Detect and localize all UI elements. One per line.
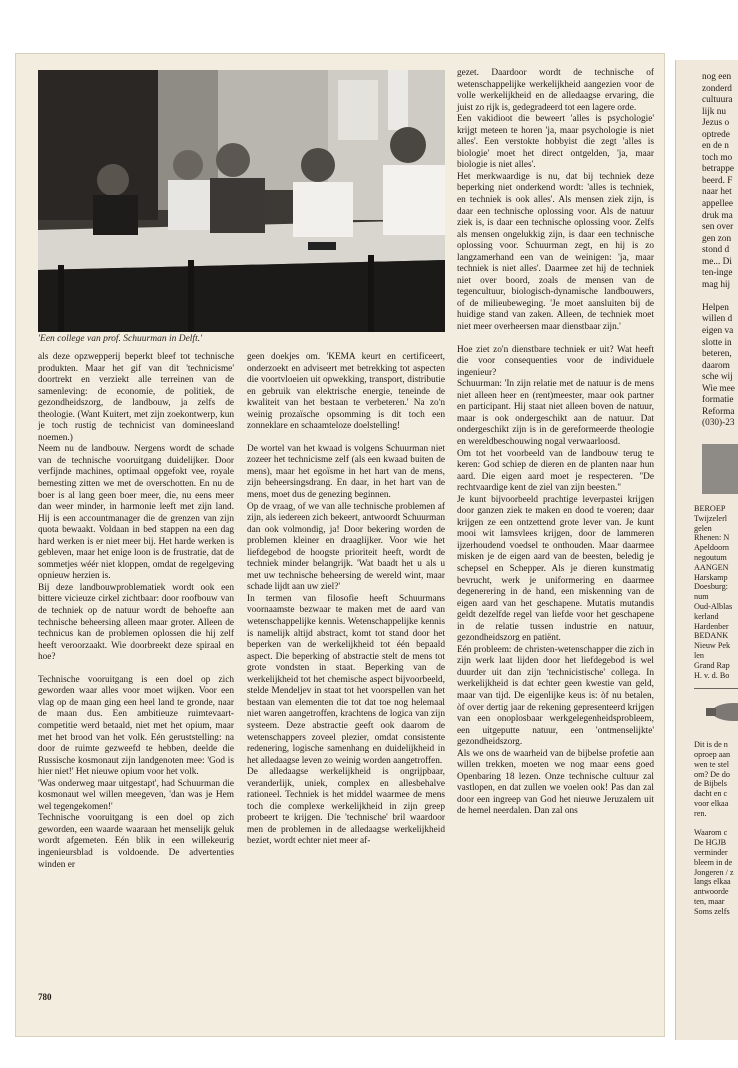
paragraph: Het merkwaardige is nu, dat bij techniek deze beperking niet onderkend wordt: 'alles is techniek, en techniek is ook alles'. Als mensen ziek zijn, is daar een technische oplossing voor. Als de natuur ziek is, is daar een technische oplossing voor. Zelfs als mensen ongelukkig zijn, is daar een technische oplossing voor. Schuurman zegt, en hij is zo langzamerhand een van de weinigen: 'ja, maar techniek is niet alles'. Daarmee zet hij de techniek niet over boord, zoals de mensen van de tegencultuur, biologisch-dynamische landbouwers, of de milieubeweging. 'Je moet aansluiten bij de huidige stand van zaken. Alleen, de techniek moet niet meer overheersen maar dienstbaar zijn.' — [457, 171, 654, 333]
text-line: dacht en c — [694, 789, 728, 799]
text-line: verminder — [694, 848, 728, 858]
text-line: Oud-Alblas — [694, 601, 733, 611]
text-line: appellee — [702, 199, 733, 210]
paragraph: 'Was onderweg maar uitgestapt', had Schuurman die kosmonaut wel willen meegeven, 'dan was je Hem wel tegengekomen!' — [38, 778, 234, 812]
paragraph: Bij deze landbouwproblematiek wordt ook een bittere vicieuze cirkel zichtbaar: door roofbouw van de techniek op de natuur wordt de behoefte aan technische beheersing alleen maar groter. Alleen de technicus kan de problemen oplossen die hij zelf heeft veroorzaakt. Wie doorbreekt deze spiraal en hoe? — [38, 582, 234, 663]
text-line: gelen — [694, 523, 712, 533]
adjacent-page — [676, 60, 738, 1040]
paragraph: Je kunt bijvoorbeeld prachtige leverpastei krijgen door ganzen ziek te maken en dood te voeren; daar krijgen ze een ontzettend grote lever van. Je kunt mooi wit lamsvlees krijgen, door de lammeren ijzerhoudend voedsel te onthouden. Maar daarmee misken je de eigen aard van de beesten, beledig je schepsel en Schepper. Als je dieren kunstmatig bevrucht, werk je uniformering en daarmee degenerering in de hand, een miskenning van de eigen aard van het geschapene. Mutatis mutandis geldt dezelfde regel van liefde voor het geschapene in de relatie tussen industrie en natuur, gezondheidszorg en patiënt. — [457, 494, 654, 644]
lecture-photo — [38, 70, 445, 332]
text-line: willen d — [702, 314, 733, 325]
text-line: negoutum — [694, 552, 727, 562]
text-line: Hardenber — [694, 621, 729, 631]
text-line: sen over — [702, 222, 734, 233]
text-line: BEROEP — [694, 503, 726, 513]
paragraph: De alledaagse werkelijkheid is ongrijpbaar, veranderlijk, uniek, complex en allesbehalve rationeel. Techniek is het middel waarmee de mens toch die complexe werkelijkheid in zijn greep probeert te krijgen. Die 'technische' bril waardoor men de problemen in de alledaagse werkelijkheid beziet, wordt echter niet meer af- — [247, 767, 445, 847]
divider — [694, 688, 738, 689]
text-line: bleem in de — [694, 857, 733, 867]
page-number: 780 — [38, 992, 52, 1002]
paragraph: geen doekjes om. 'KEMA keurt en certificeert, onderzoekt en adviseert met betrekking tot aspecten die voortvloeien uit opwekking, transport, distributie en gebruik van elektrische energie, teneinde de kwaliteit van het bestaan te verbeteren.' Na zo'n weinig prozaïsche opsomming is dit toch een zonneklare en schaamteloze doelstelling! — [247, 352, 445, 432]
text-line: Grand Rap — [694, 660, 730, 670]
paragraph: gezet. Daardoor wordt de technische of wetenschappelijke werkelijkheid aangezien voor de volle werkelijkheid en de alledaagse ervaring, die juist zo rijk is, gedegradeerd tot een lagere orde. — [457, 68, 654, 113]
text-line: beerd. F — [702, 175, 733, 186]
text-line: mag hij — [702, 279, 731, 290]
adjacent-page-notices — [676, 504, 738, 680]
paragraph: In termen van filosofie heeft Schuurmans voornaamste bezwaar te maken met de aard van wetenschappelijke kennis. Wetenschappelijke kennis is namelijk altijd abstract, komt tot stand door het beperken van de werkelijkheid tot één bepaald aspect. Die beperking of abstractie stelt de mens tot grote vondsten in staat. Beperking van de werkelijkheid tot het chemische aspect bijvoorbeeld, stelde Mendeljev in staat tot het voorspellen van het bestaan van elementen die tot dat toe nog helemaal niet waren aangetroffen, krachtens de logica van zijn systeem. Deze abstractie geeft ook daarom de wetenschappers zoveel plezier, omdat consistente redenering, logische samenhang en duidelijkheid in het alledaagse leven zo weinig worden aangetroffen. — [247, 593, 445, 766]
paragraph: Als we ons de waarheid van de bijbelse profetie aan willen trekken, moeten we nog maar eens goed Openbaring 18 lezen. Onze technische cultuur zal vastlopen, en dat zullen we voelen ook! Pas dan zal door een ingreep van God het nieuwe Jeruzalem uit de hemel neerdalen. Dan zal ons — [457, 748, 654, 817]
text-line: toch mo — [702, 152, 733, 163]
text-line: eigen va — [702, 326, 734, 337]
text-line: (030)-23 — [702, 418, 735, 429]
text-line: en de n — [702, 141, 729, 152]
text-line: Jezus o — [702, 118, 730, 129]
lightbulb-icon — [694, 697, 738, 727]
text-line: Jongeren / z — [694, 867, 734, 877]
text-line: Soms zelfs — [694, 906, 730, 916]
text-line: beteren, — [702, 349, 732, 360]
text-line: naar het — [702, 187, 732, 198]
article-column-2 — [247, 352, 445, 848]
text-line: AANGEN — [694, 562, 729, 572]
text-line: slotte in — [702, 337, 732, 348]
text-line — [676, 819, 738, 829]
paragraph: Neem nu de landbouw. Nergens wordt de schade van de technische vooruitgang duidelijker. Door verfijnde machines, optimaal opgefokt vee, royale bemesting zitten we met de overschotten. En nu de boer is al lang geen boer meer, die, nu eens meer dan weer minder, in harmonie leeft met zijn land. Hij is een accountmanager die de grenzen van zijn quota bewaakt. Voldaan in bed stappen na een dag hard werken is er niet meer bij. Het harde werken is gebleven, maar het enige loon is de frustratie, dat de sommetjes wéér niet kloppen, omdat de regelgeving opnieuw herzien is. — [38, 444, 234, 582]
paragraph: Schuurman: 'In zijn relatie met de natuur is de mens niet alleen heer en (rent)meester, maar ook partner en participant. Hij staat niet alleen boven de natuur, maar is ook ondergeschikt aan de natuur. Dat ondergeschikt zijn is in de gereformeerde theologie en wereldbeschouwing nogal verwaarloosd. — [457, 379, 654, 447]
text-line: om? De do — [694, 769, 730, 779]
text-line: Apeldoorn — [694, 543, 730, 553]
text-line: betrappe — [702, 164, 735, 175]
text-line: ren. — [694, 808, 707, 818]
text-line: oproep aan — [694, 750, 731, 760]
text-line: cultuura — [702, 95, 733, 106]
article-column-1 — [38, 352, 234, 871]
text-line: Wie mee — [702, 383, 735, 394]
paragraph: Hoe ziet zo'n dienstbare techniek er uit? Wat heeft die voor consequenties voor de individuele ingenieur? — [457, 344, 654, 378]
text-line: ten, maar — [694, 897, 725, 907]
text-line — [676, 291, 738, 303]
text-line: Reforma — [702, 406, 735, 417]
text-line: kerland — [694, 611, 719, 621]
text-line: De HGJB — [694, 838, 727, 848]
text-line: Waarom c — [694, 828, 728, 838]
text-line: BEDANK — [694, 631, 729, 641]
text-line: ten-inge — [702, 268, 733, 279]
text-line: langs elkaa — [694, 877, 731, 887]
text-line: antwoorde — [694, 887, 729, 897]
text-line: lijk nu — [702, 106, 727, 117]
adjacent-page-top-text — [676, 72, 738, 430]
adjacent-page-bottom-text — [676, 740, 738, 916]
text-line: Helpen — [702, 302, 729, 313]
paragraph: De wortel van het kwaad is volgens Schuurman niet zozeer het technicisme zelf (als een kwaad buiten de mens), maar het egoïsme in het hart van de mens, zijn beheersingsdrang. En daar, in het hart van de mens, moet dus de genezing beginnen. — [247, 443, 445, 501]
text-line: num — [694, 592, 709, 602]
text-line: sche wij — [702, 372, 733, 383]
paragraph: Een vakidioot die beweert 'alles is psychologie' krijgt meteen te horen 'ja, maar psychologie is niet alles'. Een verstokte hobbyist die zegt 'alles is biologie' moet het direct ontgelden, 'ja, maar biologie is niet alles'. — [457, 114, 654, 171]
text-line: stond d — [702, 245, 730, 256]
paragraph: Om tot het voorbeeld van de landbouw terug te keren: God schiep de dieren en de planten naar hun aard. Die eigen aard moet je respecteren. "De rechtvaardige kent de ziel van zijn beesten." — [457, 448, 654, 494]
text-line: me... Di — [702, 256, 732, 267]
paragraph: Technische vooruitgang is een doel op zich geworden, een waarde waaraan het menselijk geluk wordt afgemeten. Eén blik in een willekeurig ingenieursblad is voldoende. De advertenties winden er — [38, 813, 234, 870]
text-line: Doesburg: — [694, 582, 728, 592]
paragraph: Op de vraag, of we van alle technische problemen af zijn, als iedereen zich bekeert, antwoordt Schuurman dan ook volmondig, ja! Door bekering worden de problemen kleiner en draaglijker. Voor wie het liefdegebod de hoogste prioriteit heeft, wordt de techniek minder belangrijk. 'Wat baadt het u als u met uw technische beheersing de wereld wint, maar schade lijdt aan uw ziel?' — [247, 501, 445, 593]
text-line: Dit is de n — [694, 740, 728, 750]
text-line: daarom — [702, 360, 730, 371]
text-line: Nieuw Pek — [694, 641, 731, 651]
text-line: druk ma — [702, 210, 733, 221]
text-line: gen zon — [702, 233, 732, 244]
text-line: voor elkaa — [694, 799, 729, 809]
paragraph: Technische vooruitgang is een doel op zich geworden waar alles voor moet wijken. Voor een vlag op de maan ging een heel land te gronde, naar de maan dus. Een ambitieuze ruimtevaart-competitie werd betaald, niet met het opium, maar met het brood van het volk. Eén geruststelling: na door de ruimte gezweefd te hebben, deelde die Russische kosmonaut zijn landgenoten mee: 'God is hier niet!' Het nieuwe opium voor het volk. — [38, 674, 234, 778]
paragraph: als deze opzwepperij beperkt bleef tot technische produkten. Maar het gif van dit 'technicisme' doortrekt en verziekt alle terreinen van de samenleving: de economie, de politiek, de gezondheidszorg, de landbouw, ja zelfs de theologie. (Want Kuitert, met zijn zoekontwerp, kun je toch rustig de technicist van domineesland noemen.) — [38, 352, 234, 443]
paragraph: Eén probleem: de christen-wetenschapper die zich in zijn werk laat lijden door het liefdegebod is wel duurder uit dan zijn 'technicistische' collega. In werkelijkheid is dat echter geen kwestie van geld, maar van tijd. De eigenlijke keus is: òf nu betalen, òf over dertig jaar de rekening gepresenteerd krijgen van een onoplosbaar werkgelegenheidsprobleem, een uitgeputte natuur, een 'ontmenselijkte' gezondheidszorg. — [457, 644, 654, 748]
photo-caption: 'Een college van prof. Schuurman in Delft.' — [38, 334, 203, 344]
text-line: de Bijbels — [694, 779, 727, 789]
text-line: Rhenen: N — [694, 533, 730, 543]
text-line: formatie — [702, 395, 734, 406]
text-line: len — [694, 650, 705, 660]
text-line: nog een — [702, 72, 732, 82]
text-line: Twijzelerl — [694, 513, 728, 523]
text-line: H. v. d. Bo — [694, 670, 730, 680]
text-line: Harskamp — [694, 572, 728, 582]
text-line: optrede — [702, 129, 730, 140]
text-line: wen te stel — [694, 759, 730, 769]
article-column-3 — [457, 68, 654, 818]
adjacent-page-image — [702, 444, 738, 494]
text-line: zonderd — [702, 83, 732, 94]
lecture-photo-illustration — [38, 70, 445, 332]
